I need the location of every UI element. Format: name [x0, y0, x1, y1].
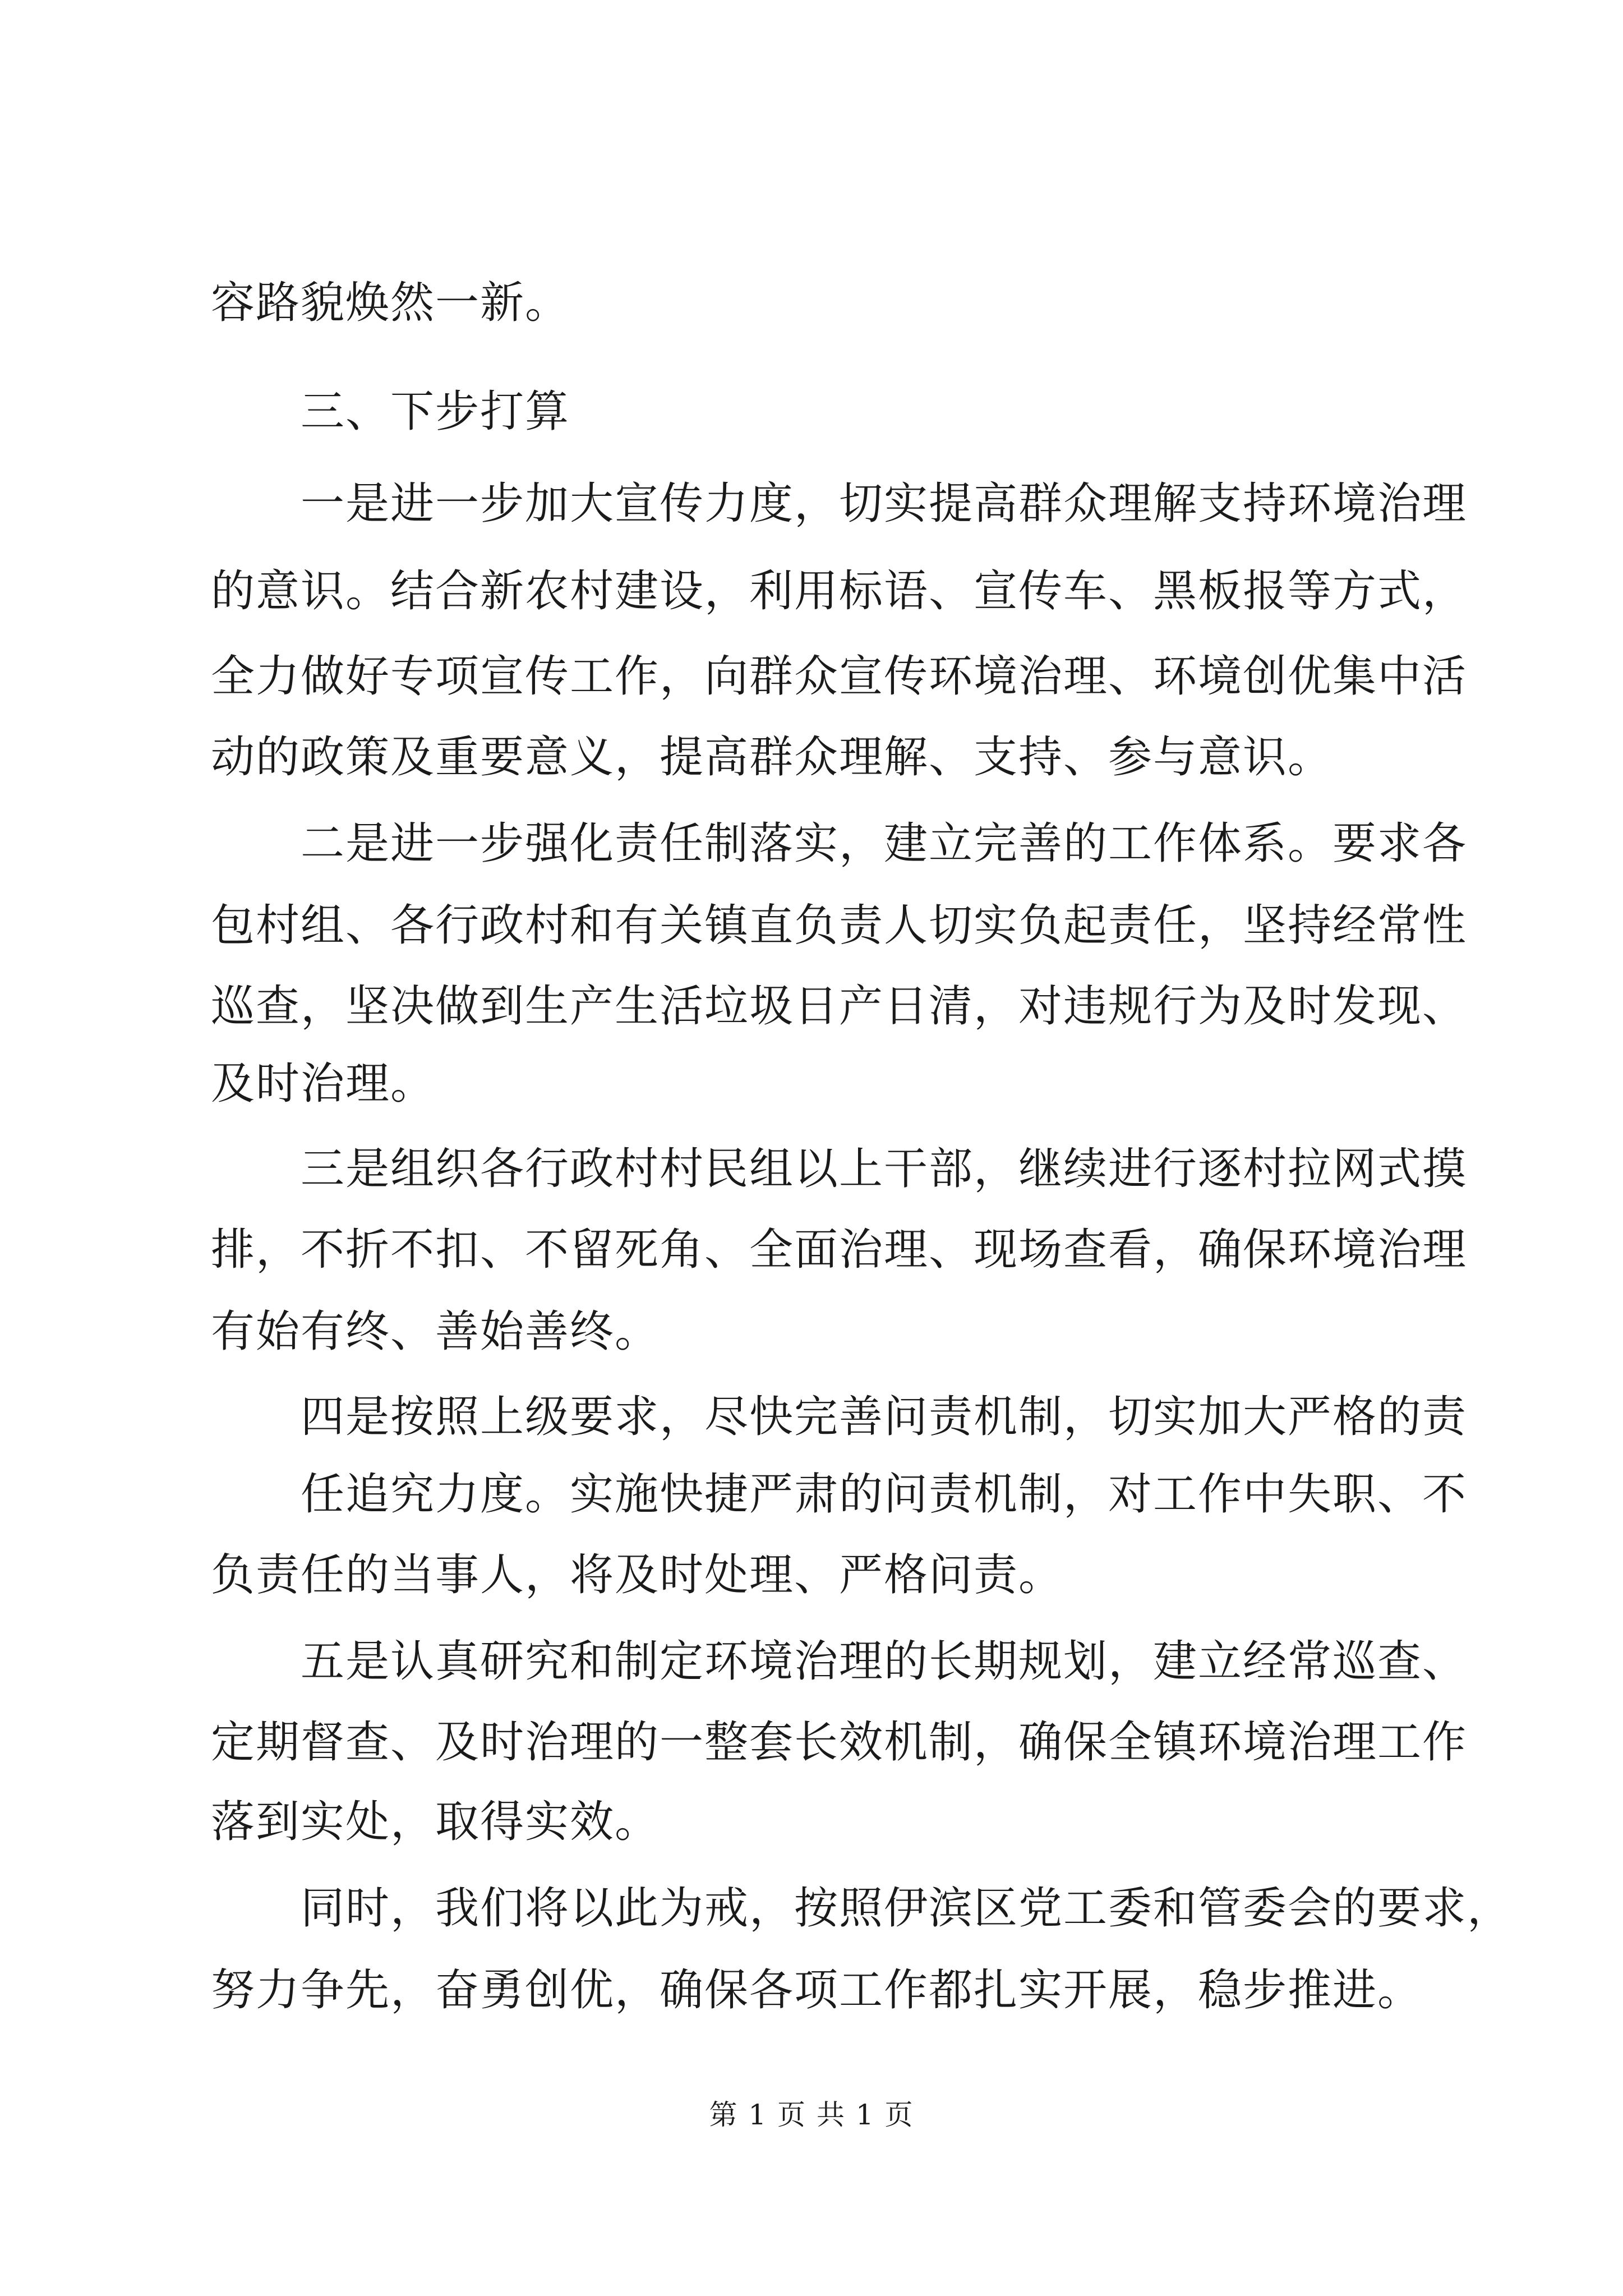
body-line: 任追究力度。实施快捷严肃的问责机制，对工作中失职、不	[301, 1469, 1468, 1520]
body-line: 五是认真研究和制定环境治理的长期规划，建立经常巡查、	[301, 1636, 1468, 1687]
body-line: 努力争先，奋勇创优，确保各项工作都扎实开展，稳步推进。	[211, 1965, 1423, 2016]
body-line: 负责任的当事人，将及时处理、严格问责。	[211, 1550, 1064, 1600]
body-line: 二是进一步强化责任制落实，建立完善的工作体系。要求各	[301, 818, 1468, 869]
body-line: 三是组织各行政村村民组以上干部，继续进行逐村拉网式摸	[301, 1144, 1468, 1194]
body-line: 的意识。结合新农村建设，利用标语、宣传车、黑板报等方式，	[211, 566, 1468, 616]
body-line: 动的政策及重要意义，提高群众理解、支持、参与意识。	[211, 732, 1333, 783]
body-line: 包村组、各行政村和有关镇直负责人切实负起责任，坚持经常性	[211, 900, 1468, 951]
body-line: 容路貌焕然一新。	[211, 278, 570, 328]
body-line: 一是进一步加大宣传力度，切实提高群众理解支持环境治理	[301, 478, 1468, 529]
body-line: 落到实处，取得实效。	[211, 1797, 660, 1847]
body-line: 巡查，坚决做到生产生活垃圾日产日清，对违规行为及时发现、	[211, 981, 1468, 1032]
body-line: 同时，我们将以此为戒，按照伊滨区党工委和管委会的要求，	[301, 1883, 1513, 1934]
body-line: 及时治理。	[211, 1059, 436, 1109]
section-heading: 三、下步打算	[301, 386, 570, 437]
body-line: 排，不折不扣、不留死角、全面治理、现场查看，确保环境治理	[211, 1225, 1468, 1275]
body-line: 全力做好专项宣传工作，向群众宣传环境治理、环境创优集中活	[211, 651, 1468, 702]
body-line: 有始有终、善始善终。	[211, 1306, 660, 1357]
body-line: 定期督查、及时治理的一整套长效机制，确保全镇环境治理工作	[211, 1717, 1468, 1768]
body-line: 四是按照上级要求，尽快完善问责机制，切实加大严格的责	[301, 1392, 1468, 1442]
page-number-footer: 第 1 页 共 1 页	[709, 2099, 914, 2131]
